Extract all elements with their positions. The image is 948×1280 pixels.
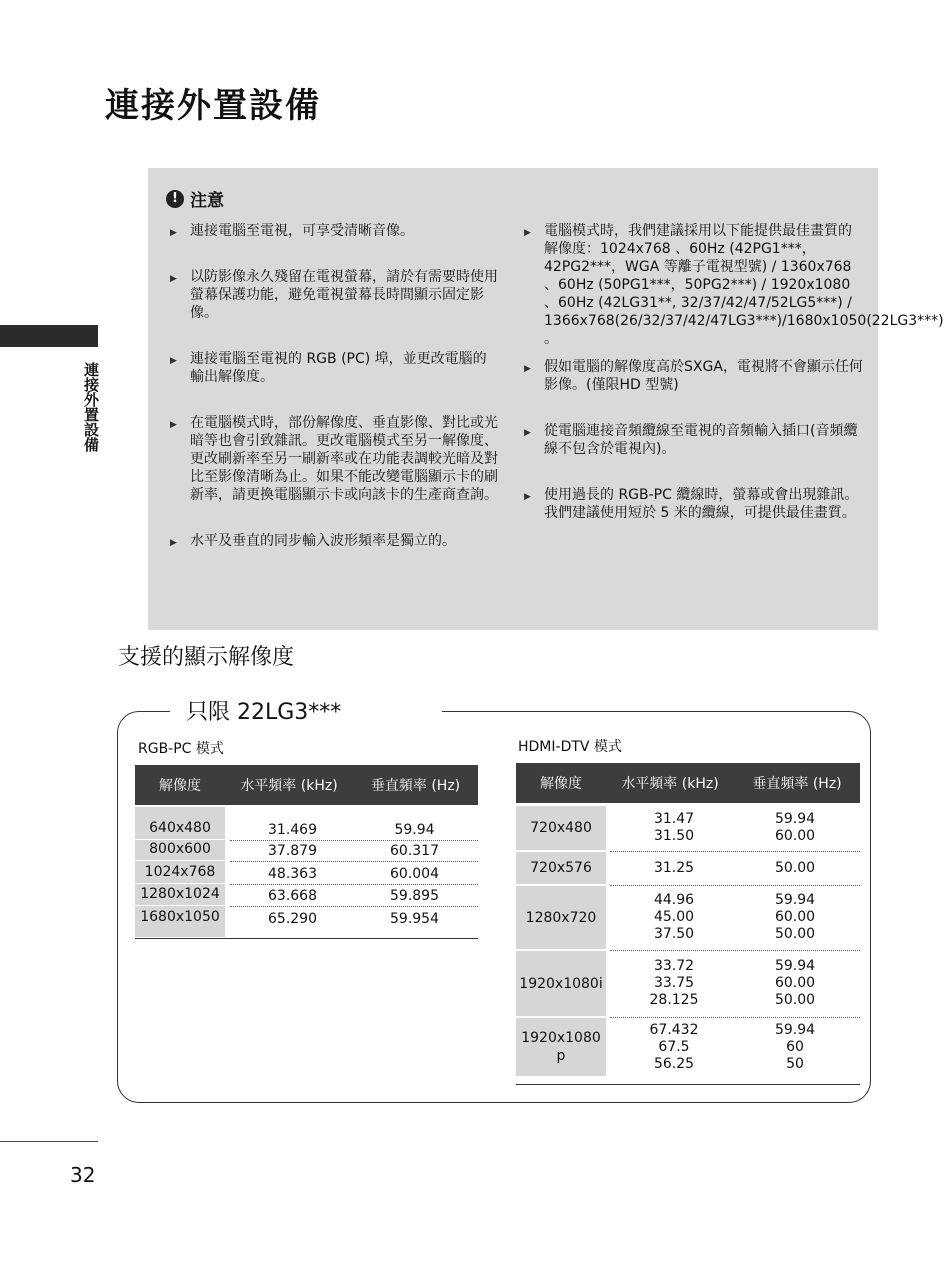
hdmi-dtv-resolution-cell: 720x576	[516, 852, 606, 884]
hdmi-dtv-resolution-cell: 720x480	[516, 806, 606, 850]
hdmi-dtv-resolution-cell: 1920x1080 p	[516, 1018, 606, 1076]
rgb-pc-h-freq-cell: 37.879	[268, 843, 317, 859]
rgb-pc-v-freq-cell: 59.895	[390, 888, 439, 904]
note-header	[166, 186, 224, 211]
section-title: 支援的顯示解像度	[118, 645, 295, 670]
note-item: ▶ 假如電腦的解像度高於SXGA，電視將不會顯示任何影像。(僅限HD 型號)	[524, 358, 864, 394]
rgb-pc-v-freq-cell: 59.94	[394, 822, 435, 838]
row-divider	[230, 906, 478, 907]
header-v-freq: 垂直頻率 (Hz)	[370, 778, 461, 794]
note-item: ▶ 連接電腦至電視的 RGB (PC) 埠，並更改電腦的輸出解像度。	[170, 350, 500, 386]
note-item: ▶ 電腦模式時，我們建議採用以下能提供最佳畫質的解像度：1024x768 、60Hz (42PG1***，42PG2***，WGA 等離子電視型號) / 1360x768 、60Hz (50PG1***，50PG2***) / 1920x1080 、60Hz (42LG31**, 32/37/42/47/52LG5***) / 1366x768(26/32/37/42/47LG3***)/1680x1050(22LG3***) 。	[524, 222, 864, 348]
row-divider	[135, 839, 225, 840]
row-divider	[230, 884, 478, 885]
header-v-freq: 垂直頻率 (Hz)	[752, 776, 842, 792]
page-number: 32	[70, 1163, 96, 1187]
row-divider	[610, 950, 860, 951]
page-title: 連接外置設備	[105, 86, 321, 126]
rgb-pc-resolution-cell: 1024x768	[144, 864, 216, 880]
hdmi-dtv-v-freq-cell: 50.00	[774, 859, 816, 876]
rgb-pc-resolution-cell: 1680x1050	[140, 909, 220, 925]
row-divider	[135, 883, 225, 884]
row-divider	[230, 861, 478, 862]
rgb-pc-caption: RGB-PC 模式	[138, 741, 224, 757]
row-divider	[610, 1017, 860, 1018]
note-box	[148, 168, 944, 630]
frame-title: 只限 22LG3***	[186, 700, 342, 725]
rgb-pc-v-freq-cell: 60.004	[390, 866, 439, 882]
hdmi-dtv-resolution-cell: 1920x1080i	[516, 951, 606, 1016]
exclamation-icon: !	[166, 190, 184, 208]
hdmi-dtv-resolution-cell: 1280x720	[516, 886, 606, 949]
note-item: ▶ 水平及垂直的同步輸入波形頻率是獨立的。	[170, 532, 500, 550]
header-resolution: 解像度	[159, 778, 201, 794]
note-item: ▶ 使用過長的 RGB-PC 纜線時，螢幕或會出現雜訊。我們建議使用短於 5 米的纜線，可提供最佳畫質。	[524, 486, 864, 522]
row-divider	[610, 885, 860, 886]
note-column-left	[170, 222, 500, 550]
row-divider	[610, 851, 860, 852]
hdmi-dtv-v-freq-cell: 59.94 60.00 50.00	[774, 892, 816, 942]
rgb-pc-resolution-cell: 800x600	[149, 841, 211, 857]
rgb-pc-h-freq-cell: 48.363	[268, 866, 317, 882]
rgb-pc-h-freq-cell: 31.469	[268, 822, 317, 838]
hdmi-dtv-v-freq-cell: 59.94 60.00 50.00	[774, 958, 816, 1008]
row-divider	[230, 840, 478, 841]
hdmi-dtv-h-freq-cell: 31.25	[653, 859, 695, 876]
hdmi-dtv-table-header	[516, 763, 860, 803]
row-divider	[135, 860, 225, 861]
rgb-pc-resolution-cell: 640x480	[149, 820, 211, 836]
hdmi-dtv-h-freq-cell: 33.72 33.75 28.125	[649, 958, 699, 1008]
rgb-pc-h-freq-cell: 63.668	[268, 888, 317, 904]
rgb-pc-resolution-cell: 1280x1024	[140, 886, 220, 902]
hdmi-dtv-table-bottom	[516, 1084, 860, 1085]
hdmi-dtv-caption: HDMI-DTV 模式	[518, 739, 622, 755]
note-item: ▶ 在電腦模式時，部份解像度、垂直影像、對比或光暗等也會引致雜訊。更改電腦模式至另一解像度、更改刷新率至另一刷新率或在功能表調較光暗及對比至影像清晰為止。如果不能改變電腦顯示卡的刷新率，請更換電腦顯示卡或向該卡的生產商查詢。	[170, 414, 500, 504]
note-item: ▶ 連接電腦至電視，可享受清晰音像。	[170, 222, 500, 240]
note-column-right	[524, 222, 944, 522]
note-item: ▶ 從電腦連接音頻纜線至電視的音頻輸入插口(音頻纜線不包含於電視內)。	[524, 422, 864, 458]
footer-rule	[0, 1141, 98, 1142]
rgb-pc-v-freq-cell: 59.954	[390, 911, 439, 927]
side-section-label: 連接外置設備	[82, 362, 100, 452]
note-item: ▶ 以防影像永久殘留在電視螢幕，請於有需要時使用螢幕保護功能，避免電視螢幕長時間顯示固定影像。	[170, 268, 500, 322]
header-h-freq: 水平頻率 (kHz)	[240, 778, 338, 794]
hdmi-dtv-v-freq-cell: 59.94 60 50	[774, 1021, 816, 1072]
hdmi-dtv-h-freq-cell: 31.47 31.50	[653, 811, 695, 844]
header-h-freq: 水平頻率 (kHz)	[621, 776, 719, 792]
rgb-pc-table-header	[135, 765, 478, 805]
row-divider	[135, 905, 225, 906]
rgb-pc-h-freq-cell: 65.290	[268, 911, 317, 927]
hdmi-dtv-h-freq-cell: 44.96 45.00 37.50	[653, 892, 695, 942]
hdmi-dtv-h-freq-cell: 67.432 67.5 56.25	[649, 1021, 699, 1072]
rgb-pc-v-freq-cell: 60.317	[390, 843, 439, 859]
hdmi-dtv-v-freq-cell: 59.94 60.00	[774, 811, 816, 844]
header-resolution: 解像度	[540, 776, 582, 792]
rgb-pc-table-bottom	[135, 938, 478, 939]
side-tab-bar	[0, 325, 98, 347]
note-title: 注意	[190, 191, 224, 211]
